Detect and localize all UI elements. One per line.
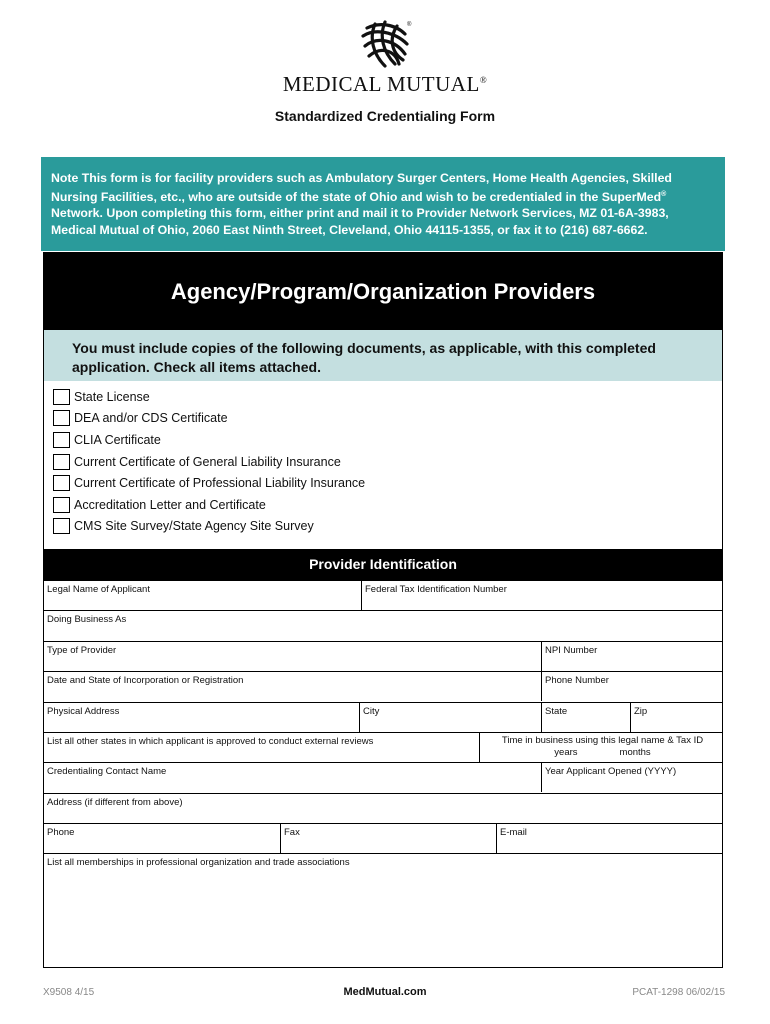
legal-name-field[interactable]: Legal Name of Applicant <box>47 584 150 595</box>
check-item-clia <box>53 429 365 451</box>
form-row <box>44 732 722 762</box>
year-opened-field[interactable]: Year Applicant Opened (YYYY) <box>541 763 722 792</box>
email-field[interactable]: E-mail <box>496 824 722 853</box>
fax-field[interactable]: Fax <box>280 824 496 853</box>
footer-website: MedMutual.com <box>343 986 427 998</box>
form-row <box>44 671 722 701</box>
check-item-general-liability <box>53 451 365 473</box>
months-label: months <box>619 747 651 758</box>
note-line: Network. Upon completing this form, either print and mail it to Provider Network Services, MZ 01-6A-3983, <box>51 206 669 221</box>
footer-form-code: X9508 4/15 <box>43 987 95 998</box>
dba-field[interactable]: Doing Business As <box>47 614 127 625</box>
check-label: CLIA Certificate <box>74 432 161 447</box>
check-label: Accreditation Letter and Certificate <box>74 497 266 512</box>
form-row <box>44 853 722 967</box>
state-field[interactable]: State <box>541 703 630 732</box>
time-in-business-label: Time in business using this legal name & Tax ID <box>501 735 704 746</box>
check-label: State License <box>74 389 150 404</box>
checkbox[interactable] <box>53 432 70 448</box>
footer-revision: PCAT-1298 06/02/15 <box>632 987 725 998</box>
time-in-business-field[interactable] <box>479 733 722 762</box>
provider-type-field[interactable]: Type of Provider <box>47 645 117 656</box>
form-row <box>44 793 722 823</box>
physical-address-field[interactable]: Physical Address <box>47 706 120 717</box>
years-months-labels <box>483 747 722 759</box>
checkbox[interactable] <box>53 475 70 491</box>
check-item-professional-liability <box>53 472 365 494</box>
form-row <box>44 702 722 732</box>
contact-name-field[interactable]: Credentialing Contact Name <box>47 766 167 777</box>
check-item-site-survey <box>53 516 365 538</box>
note-line: Medical Mutual of Ohio, 2060 East Ninth Street, Cleveland, Ohio 44115-1355, or fax it to (216) 687-6662. <box>51 222 648 237</box>
check-item-dea-cds <box>53 408 365 430</box>
incorporation-field[interactable]: Date and State of Incorporation or Registration <box>47 675 244 686</box>
zip-field[interactable]: Zip <box>630 703 722 732</box>
npi-field[interactable]: NPI Number <box>541 642 722 671</box>
years-label: years <box>554 747 578 758</box>
instruction-line: You must include copies of the following documents, as applicable, with this completed <box>72 340 656 356</box>
check-label: Current Certificate of General Liability Insurance <box>74 454 341 469</box>
memberships-field[interactable]: List all memberships in professional organization and trade associations <box>47 857 350 868</box>
check-label: DEA and/or CDS Certificate <box>74 411 228 426</box>
banner-title: Agency/Program/Organization Providers <box>44 253 722 330</box>
form-title: Standardized Credentialing Form <box>274 108 496 124</box>
section-title: Provider Identification <box>44 549 722 580</box>
form-row <box>44 580 722 610</box>
check-label: Current Certificate of Professional Liability Insurance <box>74 476 366 491</box>
facility-note <box>41 157 725 251</box>
form-row <box>44 823 722 853</box>
check-label: CMS Site Survey/State Agency Site Survey <box>74 519 314 534</box>
phone-number-field[interactable]: Phone Number <box>541 672 722 701</box>
medical-mutual-logo-icon <box>355 18 415 70</box>
city-field[interactable]: City <box>359 703 541 732</box>
checkbox[interactable] <box>53 410 70 426</box>
check-item-state-license <box>53 386 365 408</box>
instruction-line: application. Check all items attached. <box>72 359 321 375</box>
checkbox[interactable] <box>53 497 70 513</box>
checkbox[interactable] <box>53 454 70 470</box>
form-row <box>44 641 722 671</box>
svg-text:®: ® <box>407 22 412 28</box>
checkbox[interactable] <box>53 518 70 534</box>
other-states-field[interactable]: List all other states in which applicant is approved to conduct external reviews <box>47 736 374 747</box>
note-line: Nursing Facilities, etc., who are outside of the state of Ohio and wish to be credentialed in the SuperMed® <box>51 189 667 204</box>
header-logo <box>0 18 770 97</box>
note-line: Note This form is for facility providers such as Ambulatory Surger Centers, Home Health Agencies, Skilled <box>51 171 672 185</box>
instructions <box>44 330 722 381</box>
form-row <box>44 762 722 792</box>
federal-tax-id-field[interactable]: Federal Tax Identification Number <box>361 581 722 610</box>
phone-field[interactable]: Phone <box>47 827 75 838</box>
alt-address-field[interactable]: Address (if different from above) <box>47 797 183 808</box>
application-form <box>43 252 723 968</box>
brand-name: MEDICAL MUTUAL® <box>282 72 488 96</box>
form-row <box>44 610 722 640</box>
document-checklist <box>53 386 365 537</box>
check-item-accreditation <box>53 494 365 516</box>
checkbox[interactable] <box>53 389 70 405</box>
